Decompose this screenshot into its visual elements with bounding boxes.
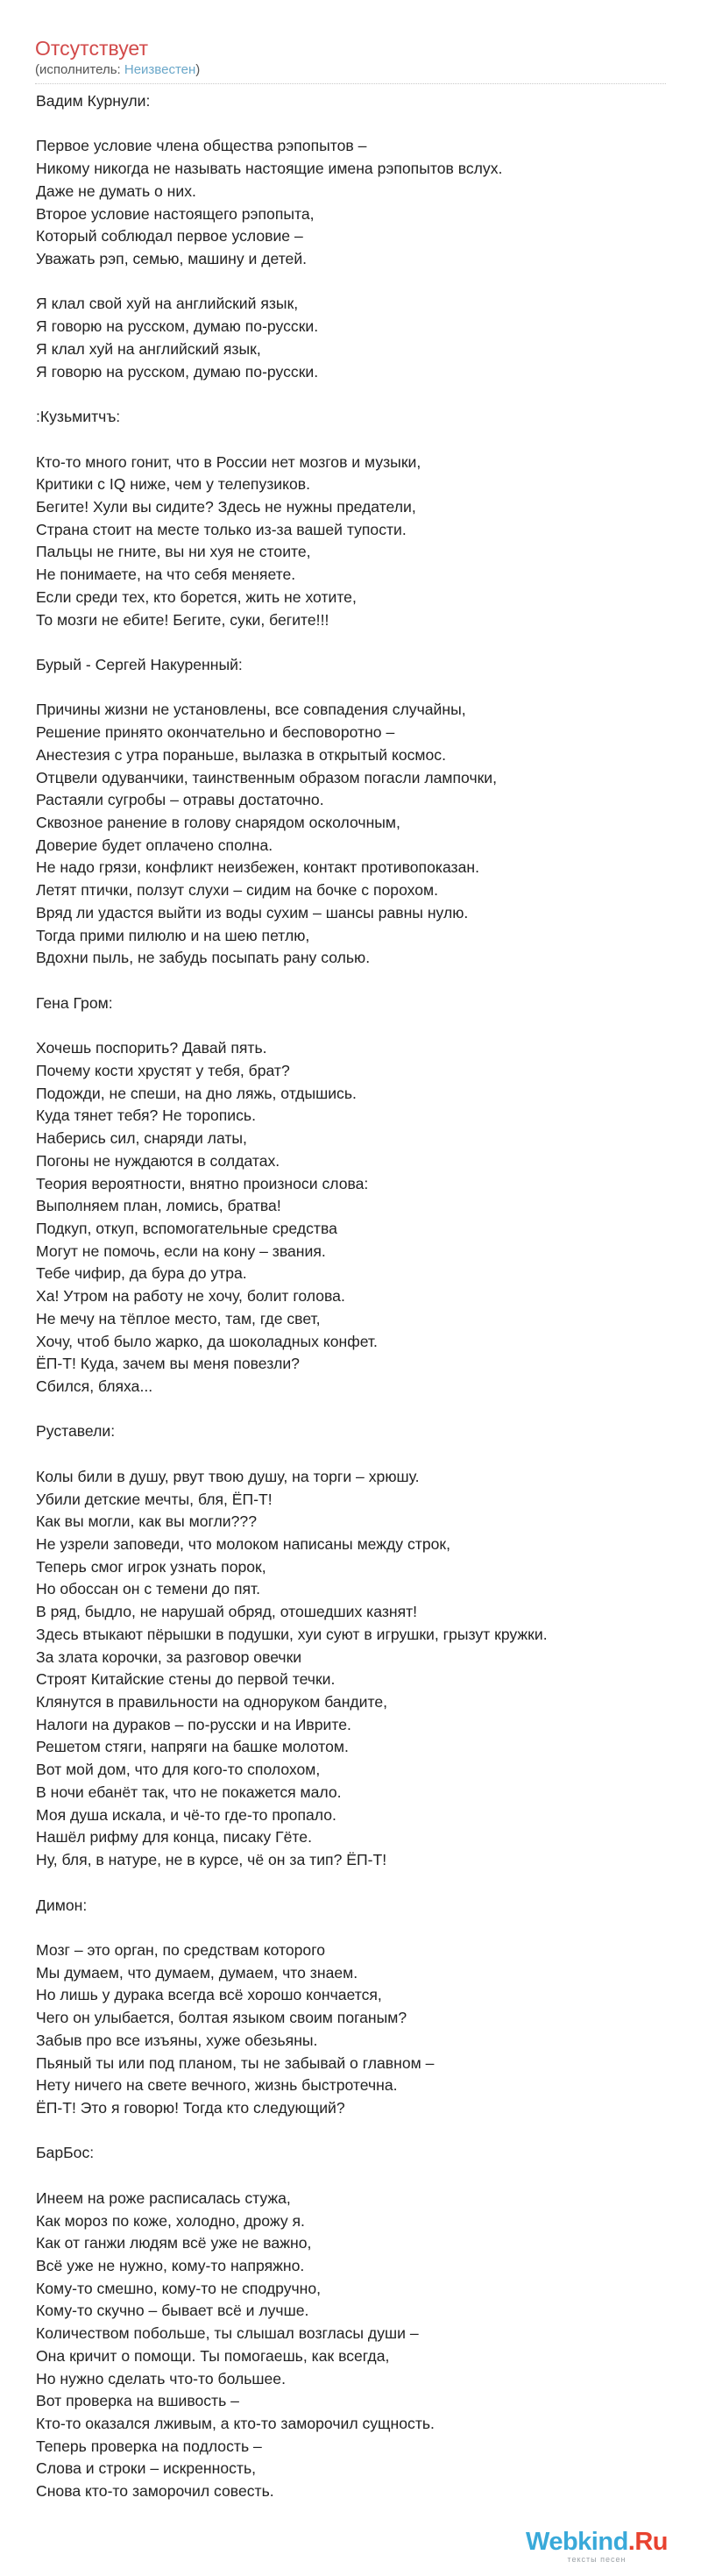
lyric-line: Подожди, не спеши, на дно ляжь, отдышись. [36, 1084, 357, 1102]
lyric-line [36, 1872, 667, 1895]
lyric-line: Кому-то смешно, кому-то не сподручно, [36, 2279, 322, 2297]
lyric-line: Слова и строки – искренность, [36, 2459, 257, 2478]
lyric-line: Который соблюдал первое условие – [36, 227, 303, 246]
artist-suffix: ) [195, 62, 201, 77]
lyric-line: Вадим Курнули: [36, 92, 151, 110]
lyric-line: Я клал хуй на английский язык, [36, 339, 261, 358]
lyric-line: Наберись сил, снаряди латы, [36, 1129, 247, 1148]
lyric-line [36, 631, 667, 654]
lyric-line: Решение принято окончательно и бесповоротно – [36, 723, 395, 742]
lyric-line: Здесь втыкают пёрышки в подушки, хуи суют в игрушки, грызут кружки. [36, 1625, 548, 1643]
lyric-line: Решетом стяги, напряги на башке молотом. [36, 1738, 349, 1756]
lyric-line [36, 1014, 667, 1037]
logo-tld: .Ru [627, 2528, 669, 2556]
lyric-line: Вдохни пыль, не забудь посыпать рану солью. [36, 949, 371, 967]
lyric-line: Убили детские мечты, бля, ЁП-Т! [36, 1490, 273, 1508]
lyric-line: Кому-то скучно – бывает всё и лучше. [36, 2302, 309, 2320]
lyric-line: Теперь проверка на подлость – [36, 2437, 262, 2455]
lyric-line: Моя душа искала, и чё-то где-то пропало. [36, 1805, 336, 1824]
header-divider [35, 83, 666, 84]
lyric-line [36, 1917, 667, 1939]
lyric-line: Бегите! Хули вы сидите? Здесь не нужны предатели, [36, 497, 416, 516]
lyric-line: ЁП-Т! Это я говорю! Тогда кто следующий? [36, 2098, 345, 2117]
lyric-line: Но нужно сделать что-то большее. [36, 2369, 286, 2387]
lyric-line: Чего он улыбается, болтая языком своим поганым? [36, 2009, 407, 2027]
lyric-line [36, 383, 667, 406]
lyric-line: Вот мой дом, что для кого-то сполохом, [36, 1761, 321, 1779]
lyric-line: Она кричит о помощи. Ты помогаешь, как всегда, [36, 2346, 390, 2365]
lyric-line: Первое условие члена общества рэпопытов – [36, 137, 367, 155]
lyric-line: Всё уже не нужно, кому-то напряжно. [36, 2257, 305, 2274]
lyric-line: ЁП-Т! Куда, зачем вы меня повезли? [36, 1355, 300, 1373]
lyric-line: Я говорю на русском, думаю по-русски. [36, 362, 319, 381]
lyric-line: Не надо грязи, конфликт неизбежен, контакт противопоказан. [36, 858, 480, 877]
lyric-line: Тогда прими пилюлю и на шею петлю, [36, 926, 310, 944]
lyric-line: Я говорю на русском, думаю по-русски. [36, 317, 319, 336]
lyric-line: Димон: [36, 1896, 88, 1914]
lyric-line: Даже не думать о них. [36, 181, 196, 200]
lyric-line: Тебе чифир, да бура до утра. [36, 1264, 247, 1283]
lyric-line: То мозги не ебите! Бегите, суки, бегите!!! [36, 610, 329, 629]
lyric-line: Хочу, чтоб было жарко, да шоколадных конфет. [36, 1332, 378, 1350]
lyric-line: Вряд ли удастся выйти из воды сухим – шансы равны нулю. [36, 903, 469, 922]
lyric-line: Налоги на дураков – по-русски и на Иврите. [36, 1715, 351, 1733]
lyric-line: Если среди тех, кто борется, жить не хотите, [36, 587, 357, 606]
lyric-line: Как мороз по коже, холодно, дрожу я. [36, 2211, 305, 2230]
lyric-line: За злата корочки, за разговор овечки [36, 1647, 302, 1666]
lyrics-body [36, 90, 667, 2503]
lyric-line [36, 2120, 667, 2143]
lyric-line [36, 429, 667, 452]
lyric-line: Нашёл рифму для конца, писаку Гёте. [36, 1828, 312, 1847]
artist-link[interactable]: Неизвестен [124, 62, 196, 77]
lyric-line: Кто-то оказался лживым, а кто-то заморочил сущность. [36, 2415, 435, 2433]
lyric-line: Подкуп, откуп, вспомогательные средства [36, 1219, 337, 1237]
lyric-line [36, 2165, 667, 2188]
lyric-line: Второе условие настоящего рэпопыта, [36, 204, 315, 223]
lyric-line: Уважать рэп, семью, машину и детей. [36, 250, 308, 268]
lyric-line: Летят птички, ползут слухи – сидим на бочке с порохом. [36, 881, 439, 900]
lyric-line: Как вы могли, как вы могли??? [36, 1512, 257, 1531]
lyric-line: Критики с IQ ниже, чем у телепузиков. [36, 475, 311, 494]
artist-prefix: (исполнитель: [35, 62, 124, 77]
lyric-line: Я клал свой хуй на английский язык, [36, 295, 299, 313]
lyric-line: Но обоссан он с темени до пят. [36, 1580, 261, 1598]
lyric-line: Мозг – это орган, по средствам которого [36, 1940, 326, 1959]
lyric-line: Пьяный ты или под планом, ты не забывай о главном – [36, 2053, 435, 2072]
lyric-line: Хочешь поспорить? Давай пять. [36, 1039, 267, 1057]
lyric-line [36, 1443, 667, 1466]
site-watermark[interactable] [513, 2527, 680, 2564]
lyric-line: Причины жизни не установлены, все совпадения случайны, [36, 701, 466, 719]
lyric-line: Никому никогда не называть настоящие имена рэпопытов вслух. [36, 160, 503, 178]
lyric-line: Забыв про все изъяны, хуже обезьяны. [36, 2031, 318, 2049]
lyric-line: Снова кто-то заморочил совесть. [36, 2482, 274, 2501]
lyric-line: Отцвели одуванчики, таинственным образом погасли лампочки, [36, 768, 498, 786]
lyric-line: Количеством побольше, ты слышал возгласы души – [36, 2324, 419, 2343]
lyric-line: В ночи ебанёт так, что не покажется мало. [36, 1783, 342, 1801]
lyric-line: В ряд, быдло, не нарушай обряд, отошедших казнят! [36, 1603, 418, 1621]
lyric-line: Вот проверка на вшивость – [36, 2392, 239, 2410]
webkind-logo[interactable] [513, 2527, 680, 2557]
logo-main: Webkind [525, 2528, 628, 2556]
lyric-line: Выполняем план, ломись, братва! [36, 1197, 281, 1215]
lyric-line: Инеем на роже расписалась стужа, [36, 2188, 291, 2207]
lyric-line: Строят Китайские стены до первой течки. [36, 1670, 336, 1689]
lyric-line: Теперь смог игрок узнать порок, [36, 1557, 266, 1576]
lyric-line: Анестезия с утра пораньше, вылазка в открытый космос. [36, 745, 446, 764]
lyric-line [36, 970, 667, 993]
lyric-line: Но лишь у дурака всегда всё хорошо кончается, [36, 1986, 382, 2004]
lyric-line: Мы думаем, что думаем, думаем, что знаем. [36, 1963, 358, 1982]
lyric-line: Кто-то много гонит, что в России нет мозгов и музыки, [36, 452, 421, 471]
lyric-line: Не понимаете, на что себя меняете. [36, 566, 296, 584]
lyric-line: Теория вероятности, внятно произноси слова: [36, 1174, 369, 1192]
lyric-line: Нету ничего на свете вечного, жизнь быстротечна. [36, 2076, 398, 2095]
artist-line [35, 61, 666, 79]
lyric-line [36, 677, 667, 700]
lyric-line: Ха! Утром на работу не хочу, болит голова. [36, 1287, 345, 1306]
lyric-line: Могут не помочь, если на кону – звания. [36, 1242, 326, 1260]
lyric-line: Клянутся в правильности на одноруком бандите, [36, 1693, 388, 1711]
lyric-line [36, 113, 667, 136]
lyric-line: Ну, бля, в натуре, не в курсе, чё он за тип? ЁП-Т! [36, 1851, 387, 1869]
lyric-line: Погоны не нуждаются в солдатах. [36, 1151, 280, 1170]
lyric-line: Сквозное ранение в голову снарядом осколочным, [36, 814, 400, 831]
lyric-line: Как от ганжи людям всё уже не важно, [36, 2234, 312, 2252]
lyric-line: Бурый - Сергей Накуренный: [36, 655, 243, 673]
lyric-line: Не мечу на тёплое место, там, где свет, [36, 1309, 321, 1327]
lyric-line: Сбился, бляха... [36, 1377, 153, 1395]
lyric-line: :Кузьмитчъ: [36, 408, 121, 426]
lyric-line: Страна стоит на месте только из-за вашей тупости. [36, 520, 407, 538]
lyric-line [36, 271, 667, 294]
lyric-line: БарБос: [36, 2144, 95, 2162]
lyric-line: Куда тянет тебя? Не торопись. [36, 1107, 256, 1125]
lyric-line: Растаяли сугробы – отравы достаточно. [36, 791, 324, 809]
lyric-line: Гена Гром: [36, 993, 113, 1012]
song-header [35, 35, 666, 79]
lyric-line: Пальцы не гните, вы ни хуя не стоите, [36, 543, 311, 561]
lyric-line [36, 1398, 667, 1421]
logo-tagline: тексты песен [567, 2555, 627, 2564]
lyric-line: Доверие будет оплачено сполна. [36, 836, 273, 854]
lyric-line: Колы били в душу, рвут твою душу, на торги – хрюшу. [36, 1467, 420, 1485]
lyric-line: Руставели: [36, 1422, 116, 1441]
lyric-line: Не узрели заповеди, что молоком написаны между строк, [36, 1535, 450, 1553]
lyric-line: Почему кости хрустят у тебя, брат? [36, 1061, 290, 1079]
song-title: Отсутствует [35, 37, 148, 60]
